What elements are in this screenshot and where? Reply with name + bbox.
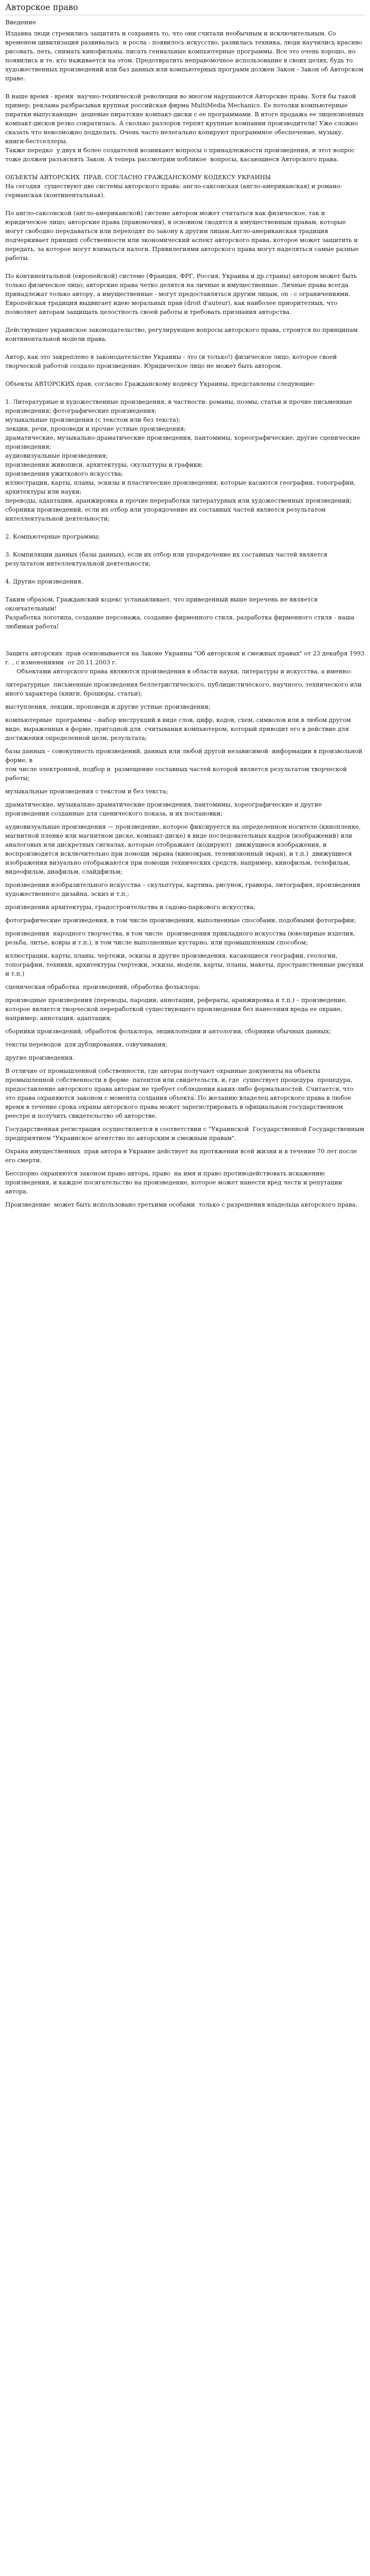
paragraph-gap: [5, 925, 365, 929]
paragraph-gap: [5, 978, 365, 983]
paragraph: фотографические произведения, в том числе произведения, выполненные способами, подобными фотографии;: [5, 917, 356, 924]
paragraph: другие произведения.: [5, 1054, 74, 1061]
paragraph-gap: [5, 523, 365, 532]
paragraph-gap: [5, 698, 365, 702]
paragraph: произведения ужиткового искусства;: [5, 470, 124, 477]
paragraph-gap: [5, 1120, 365, 1125]
paragraph-gap: [5, 898, 365, 903]
paragraph-gap: [5, 631, 365, 649]
paragraph-gap: [5, 164, 365, 173]
paragraph: ОБЪЕКТЫ АВТОРСКИХ ПРАВ, СОГЛАСНО ГРАЖДАНСКОМУ КОДЕКСУ УКРАИНЫ: [5, 174, 271, 181]
paragraph: Бесспорно охраняются законом право автора, право на имя и право противодействовать искажению произведения, и каждое посягательство на произведение, которое может нанести вред чести и репутации автора.: [5, 1170, 344, 1195]
paragraph-gap: [5, 83, 365, 92]
paragraph-gap: [5, 947, 365, 951]
paragraph: компьютерные программы – набор инструкций в виде слов, цифр, кодов, схем, символов или в любом другом виде, выраженных в форме, пригодной для считывания компьютером, который приводит его в действие для достижения определенной цели, результата;: [5, 717, 353, 742]
paragraph-gap: [5, 263, 365, 272]
document-page: [0, 0, 370, 1217]
paragraph: Издавна люди стремились защитить и сохранить то, что они считали необычным и исключительным. Со временем цивилизация развивалась и росла - появилось искусство, развилась техника, люди научились красиво рисовать, петь, снимать кинофильмы, писать гениальные компьютерные программы. Все это очень хорошо, но появились и те, кто наживается на этом. Предотвратить неправомочное использование в своих целях, будь то художественных произведений или баз данных или компьютерных программ должен Закон - Закон об Авторском праве.: [5, 30, 366, 82]
paragraph: Объектами авторского права являются произведения в области науки, литературы и искусства, а именно:: [5, 668, 352, 675]
paragraph-gap: [5, 317, 365, 326]
paragraph: драматические, музыкально-драматические произведения, пантомимы, хореографические и другие произведения созданные для сценического показа, и их постановки;: [5, 801, 324, 817]
paragraph: базы данных – совокупность произведений, данных или любой другой независимой информации в произвольной форме, в: [5, 748, 365, 764]
paragraph: сборники произведений, обработок фольклора, энциклопедии и антологии, сборники обычных данных;: [5, 1028, 331, 1035]
paragraph: Таким образом, Гражданский кодекс устанавливает, что приведенный выше перечень не является окончательным!: [5, 596, 320, 612]
document-body: [5, 29, 365, 1209]
paragraph: производные произведения (переводы, пародии, аннотации, рефераты, аранжировка и т.п.) – произведение, которое является творческой переработкой существующего произведения без нанесения вреда ее охране, например, аннотация, адаптация;: [5, 997, 349, 1022]
paragraph: драматические, музыкально-драматические произведения, пантомимы, хореографические, другие сценические произведения;: [5, 434, 362, 450]
paragraph-gap: [5, 796, 365, 800]
paragraph: лекции, речи, проповеди и прочие устные произведения;: [5, 425, 186, 432]
paragraph-gap: [5, 1023, 365, 1027]
paragraph: произведения архитектуры, градостроительства и садово-паркового искусства;: [5, 904, 255, 911]
paragraph: аудиовизуальные произведения;: [5, 452, 108, 459]
paragraph-gap: [5, 912, 365, 916]
paragraph: По континентальной (европейской) системе (Франция, ФРГ, Россия, Украина и др.страны) автором может быть только физическое лицо; авторские права четко делятся на личные и имущественные. Личные права всегда принадлежат только автору, а имущественные - могут предоставляться другим лицам, on - с ограничениями. Европейская традиция выдвигает идею моральных прав (droit d'auteur), как наиболее приоритетных, что позволяет авторам защищать целостность своей работы и требовать признания авторства.: [5, 273, 359, 316]
paragraph-gap: [5, 1049, 365, 1053]
paragraph: В наше время - время научно-технической революции во многом нарушаются Авторские права. Хотя бы такой пример: реклама разбрасывая крупная российская фирма MultiMedia Mechanics. Ее потолки компьютерные пиратки выпускающие дешевые пиратские компакт-диски с ее программами. В итоге продажа ее лицензионных компакт-дисков резко сократилась. А сколько разлоров терпят крупные компании производители! Уже сложно сказать что невозможно подделать. Очень часто нелегально копируют программное обеспечение, музыку, книги-бестселлеры.: [5, 93, 366, 145]
paragraph: Действующее украинское законодательство, регулирующее вопросы авторского права, строится по принципам континентальной модели права.: [5, 327, 360, 342]
paragraph-gap: [5, 876, 365, 881]
paragraph: Объекты АВТОРСКИХ прав, согласно Гражданскому кодексу Украины, представлены следующие:: [5, 381, 315, 387]
paragraph: переводы, адаптации, аранжировка и прочие переработки литературных или художественных произведений;: [5, 497, 352, 504]
paragraph-gap: [5, 586, 365, 595]
paragraph-gap: [5, 992, 365, 996]
paragraph-gap: [5, 370, 365, 379]
paragraph: По англо-саксонской (англо-американской) системе автором может считаться как физическое, так и юридическое лицо; авторские права (правомочия), в основном сводятся к имущественным правам, которые могут свободно передаваться или переходят по закону к другим лицам.Англо-американская традиция подчеркивает принцип собственности или экономический аспект авторского права, которое может защитить и передать, за которое могут взиматься налоги. Привилегиями авторского права могут наделяться самые разные работы.: [5, 210, 361, 262]
paragraph: том числе электронной, подбор и размещение составных частей которой является результатом творческой работы;: [5, 766, 349, 782]
paragraph-gap: [5, 344, 365, 353]
paragraph-gap: [5, 568, 365, 577]
paragraph-gap: [5, 541, 365, 550]
paragraph-gap: [5, 1143, 365, 1147]
paragraph-gap: [5, 676, 365, 680]
paragraph-gap: [5, 1165, 365, 1169]
paragraph: Произведение может быть использовано третьими особами только с разрешения владельца авторского права.: [5, 1201, 358, 1208]
paragraph: На сегодня существуют две системы авторского права: англо-саксонская (англо-американская) и романо-германская (континентальная).: [5, 183, 343, 199]
paragraph-gap: [5, 711, 365, 716]
paragraph-gap: [5, 200, 365, 209]
paragraph-gap: [5, 818, 365, 822]
paragraph: выступления, лекции, проповеди и другие устные произведения;: [5, 703, 211, 710]
paragraph-gap: [5, 1062, 365, 1067]
paragraph: сценическая обработка произведений, обработка фольклора;: [5, 984, 201, 990]
paragraph: аудиовизуальные произведения — произведение, которое фиксируется на определенном носителе (кинопленке, магнитной пленке или магнитном диске, компакт-диске) в виде последовательных кадров (изображений) или аналоговых или дискретных сигналах, которые отображают (кодируют) движущиеся изображения, и воспроизводятся исключительно при помощи экрана (киноэкран, телевизионный экран), и т.п.) движущиеся изображения визуально отображаются при помощи технических средств, например, кинофильм, телефильм, видеофильм, диафильм, слайдфильм;: [5, 823, 363, 875]
paragraph: произведения живописи, архитектуры, скульптуры и графики;: [5, 461, 203, 468]
paragraph: Также передко у двух и более создателей возникают вопросы о принадлежности произведения, и этот вопрос тоже должен разъяснять Закон. А теперь рассмотрим побликое вопросы, касающиеся Авторского права.: [5, 147, 357, 163]
paragraph-gap: [5, 1196, 365, 1200]
paragraph: иллюстрации, карты, планы, эскизы и пластические произведения, которые касаются географии, топографии, архитектуры или науки;: [5, 479, 358, 495]
paragraph: сборники произведений, если их отбор или упорядочение их составных частей является результатом интеллектуальной деятельности;: [5, 506, 328, 522]
paragraph: 4. Другие произведения.: [5, 578, 83, 585]
paragraph-gap: [5, 783, 365, 787]
paragraph: В отличие от промышленной собственности, где авторы получают охранные документы на объекты промышленной собственности в форме патентов или свидетельств, и, где существует процедура процедура, предоставление авторского права авторам не требует соблюдения каких-либо формальностей. Считается, что это права охраняются законом с момента создания объекта. По желанию владелец авторского права в любое время в течение срока охраны авторского права может зарегистрировать в официальном государственном реестре и получить свидетельство об авторстве.: [5, 1068, 356, 1119]
paragraph: тексты переводов для дублирования, озвучивания;: [5, 1041, 168, 1048]
section-subtitle: Введение: [5, 18, 36, 26]
paragraph: Охрана имущественных прав автора в Украине действует на протяжении всей жизни и в течение 70 лет после его смерти.: [5, 1148, 359, 1164]
page-title: Авторское право: [5, 2, 365, 15]
paragraph: иллюстрации, карты, планы, чертежи, эскизы и другие произведения, касающиеся географии, геологии, топографии, техники, архитектуры (чертежи, эскизы, модели, карты, планы, макеты, пространственные рисунки и т.п.): [5, 952, 366, 977]
paragraph-gap: [5, 388, 365, 397]
paragraph: 2. Компьютерные программы;: [5, 533, 100, 540]
paragraph: музыкальные произведения с текстом и без текста;: [5, 788, 168, 795]
paragraph: 3. Компиляции данных (базы данных), если их отбор или упорядочение их составных частей является результатом интеллектуальной деятельности;: [5, 551, 329, 567]
paragraph: 1. Литературные и художественные произведения, в частности: романы, поэмы, статьи и прочие письменные произведения; фотографические произведения;: [5, 399, 354, 414]
paragraph: литературные письменные произведения беллетристического, публицистического, научного, технического или иного характера (книги, брошюры, статьи);: [5, 681, 364, 697]
paragraph: Государственная регистрация осуществляется в соответствии с "Украинской Государственной Государственным предприятием "Украинское агентство по авторским и смежным правам".: [5, 1126, 366, 1142]
paragraph-gap: [5, 1036, 365, 1040]
paragraph: произведения изобразительного искусства – скульптура, картина, рисунок, гравюра, литография, произведения художественного дизайна, эскиз и т.п.;: [5, 882, 363, 897]
paragraph: музыкальные произведения (с текстом или без текста);: [5, 416, 181, 423]
paragraph: Автор, как это закреплено в законодательстве Украины - это (и только!) физическое лицо, которое своей творческой работой создало произведение. Юридическое лицо не может быть автором.: [5, 354, 339, 369]
paragraph: Разработка логотипа, создание персонажа, создание фирменного стиля, разработка фирменного стиля - наша любимая работа!: [5, 614, 356, 630]
paragraph: произведения народного творчества, в том числе произведения прикладного искусства (ювелирные изделия, резьба, литье, ковры и т.п.), в том числе выполненные кустарно, или промышленным способом;: [5, 930, 357, 946]
paragraph-gap: [5, 743, 365, 747]
paragraph: Защита авторских прав осиновывается на Законе Украины "Об авторском и смежных правах" от 23 декабря 1993 г. , с изменениями от 20.11.2003 г.: [5, 650, 367, 666]
